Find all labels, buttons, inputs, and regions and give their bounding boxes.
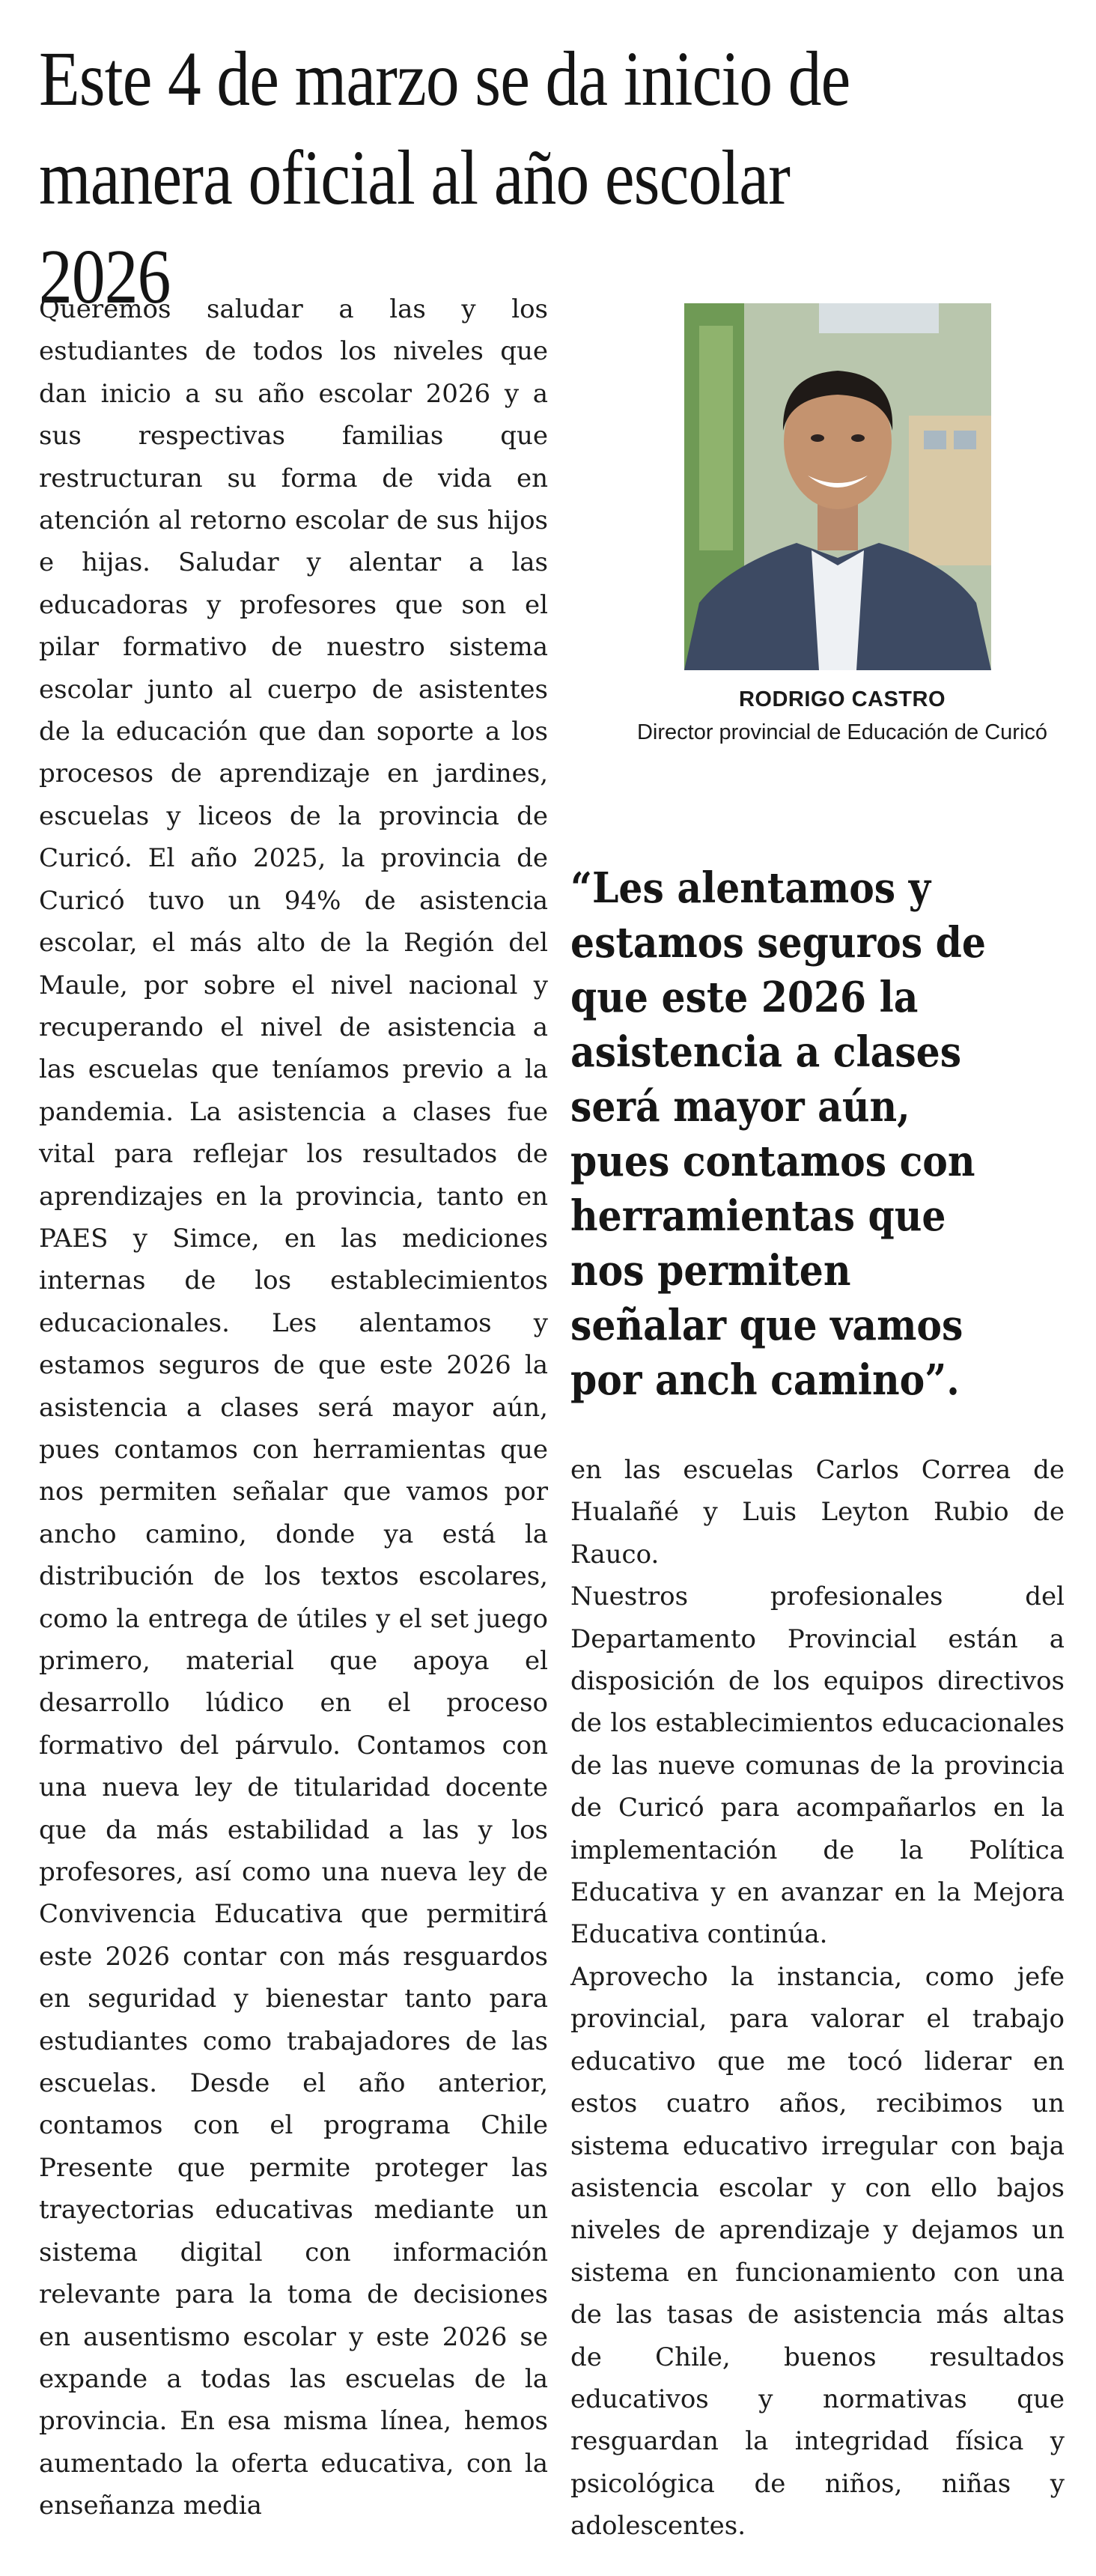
author-role: Director provincial de Educación de Curicó [636,720,1048,744]
author-name: RODRIGO CASTRO [738,687,946,711]
body-paragraph: Nuestros profesionales del Departamento Provincial están a disposición de los equipos directivos de los establecimientos educacionales de las nueve comunas de la provincia de Curicó para acompañarlos en la implementación de la Política Educativa y en avanzar en la Mejora Educativa continúa. [570,1582,1065,1950]
article-body-right [570,1449,1065,2548]
body-paragraph: Queremos saludar a las y los estudiantes de todos los niveles que dan inicio a su año escolar 2026 y a sus respectivas familias que restructuran su forma de vida en atención al retorno escolar de sus hijos e hijas. Saludar y alentar a las educadoras y profesores que son el pilar formativo de nuestro sistema escolar junto al cuerpo de asistentes de la educación que dan soporte a los procesos de aprendizaje en jardines, escuelas y liceos de la provincia de Curicó. El año 2025, la provincia de Curicó tuvo un 94% de asistencia escolar, el más alto de la Región del Maule, por sobre el nivel nacional y recuperando el nivel de asistencia a las escuelas que teníamos previo a la pandemia. La asistencia a clases fue vital para reflejar los resultados de aprendizajes en la provincia, tanto en PAES y Simce, en las mediciones internas de los establecimientos educacionales. Les alentamos y estamos seguros de que este 2026 la asistencia a clases será mayor aún, pues contamos con herramientas que nos permiten señalar que vamos por ancho camino, donde ya está la distribución de los textos escolares, como la entrega de útiles y el set juego primero, material que apoya el desarrollo lúdico en el proceso formativo del párvulo. Contamos con una nueva ley de titularidad docente que da más estabilidad a las y los profesores, así como una nueva ley de Convivencia Educativa que permitirá este 2026 contar con más resguardos en seguridad y bienestar tanto para estudiantes como trabajadores de las escuelas. Desde el año anterior, contamos con el programa Chile Presente que permite proteger las trayectorias educativas mediante un sistema digital con información relevante para la toma de decisiones en ausentismo escolar y este 2026 se expande a todas las escuelas de la provincia. En esa misma línea, hemos aumentado la oferta educativa, con la enseñanza media [39,294,548,2521]
article-body-left [39,288,548,2527]
author-photo [684,303,991,670]
pull-quote: “Les alentamos y estamos seguros de que este 2026 la asistencia a clases será mayor aún, pues contamos con herramientas que nos permiten señalar que vamos por anch camino”. [570,863,986,1405]
body-paragraph: Aprovecho la instancia, como jefe provincial, para valorar el trabajo educativo que me tocó liderar en estos cuatro años, recibimos un sistema educativo irregular con baja asistencia escolar y con ello bajos niveles de aprendizaje y dejamos un sistema en funcionamiento con una de las tasas de asistencia más altas de Chile, buenos resultados educativos y normativas que resguardan la integridad física y psicológica de niños, niñas y adolescentes. [570,1961,1065,2542]
headline: Este 4 de marzo se da inicio de manera oficial al año escolar 2026 [39,36,850,320]
body-paragraph: en las escuelas Carlos Correa de Hualañé y Luis Leyton Rubio de Rauco. [570,1455,1065,1570]
